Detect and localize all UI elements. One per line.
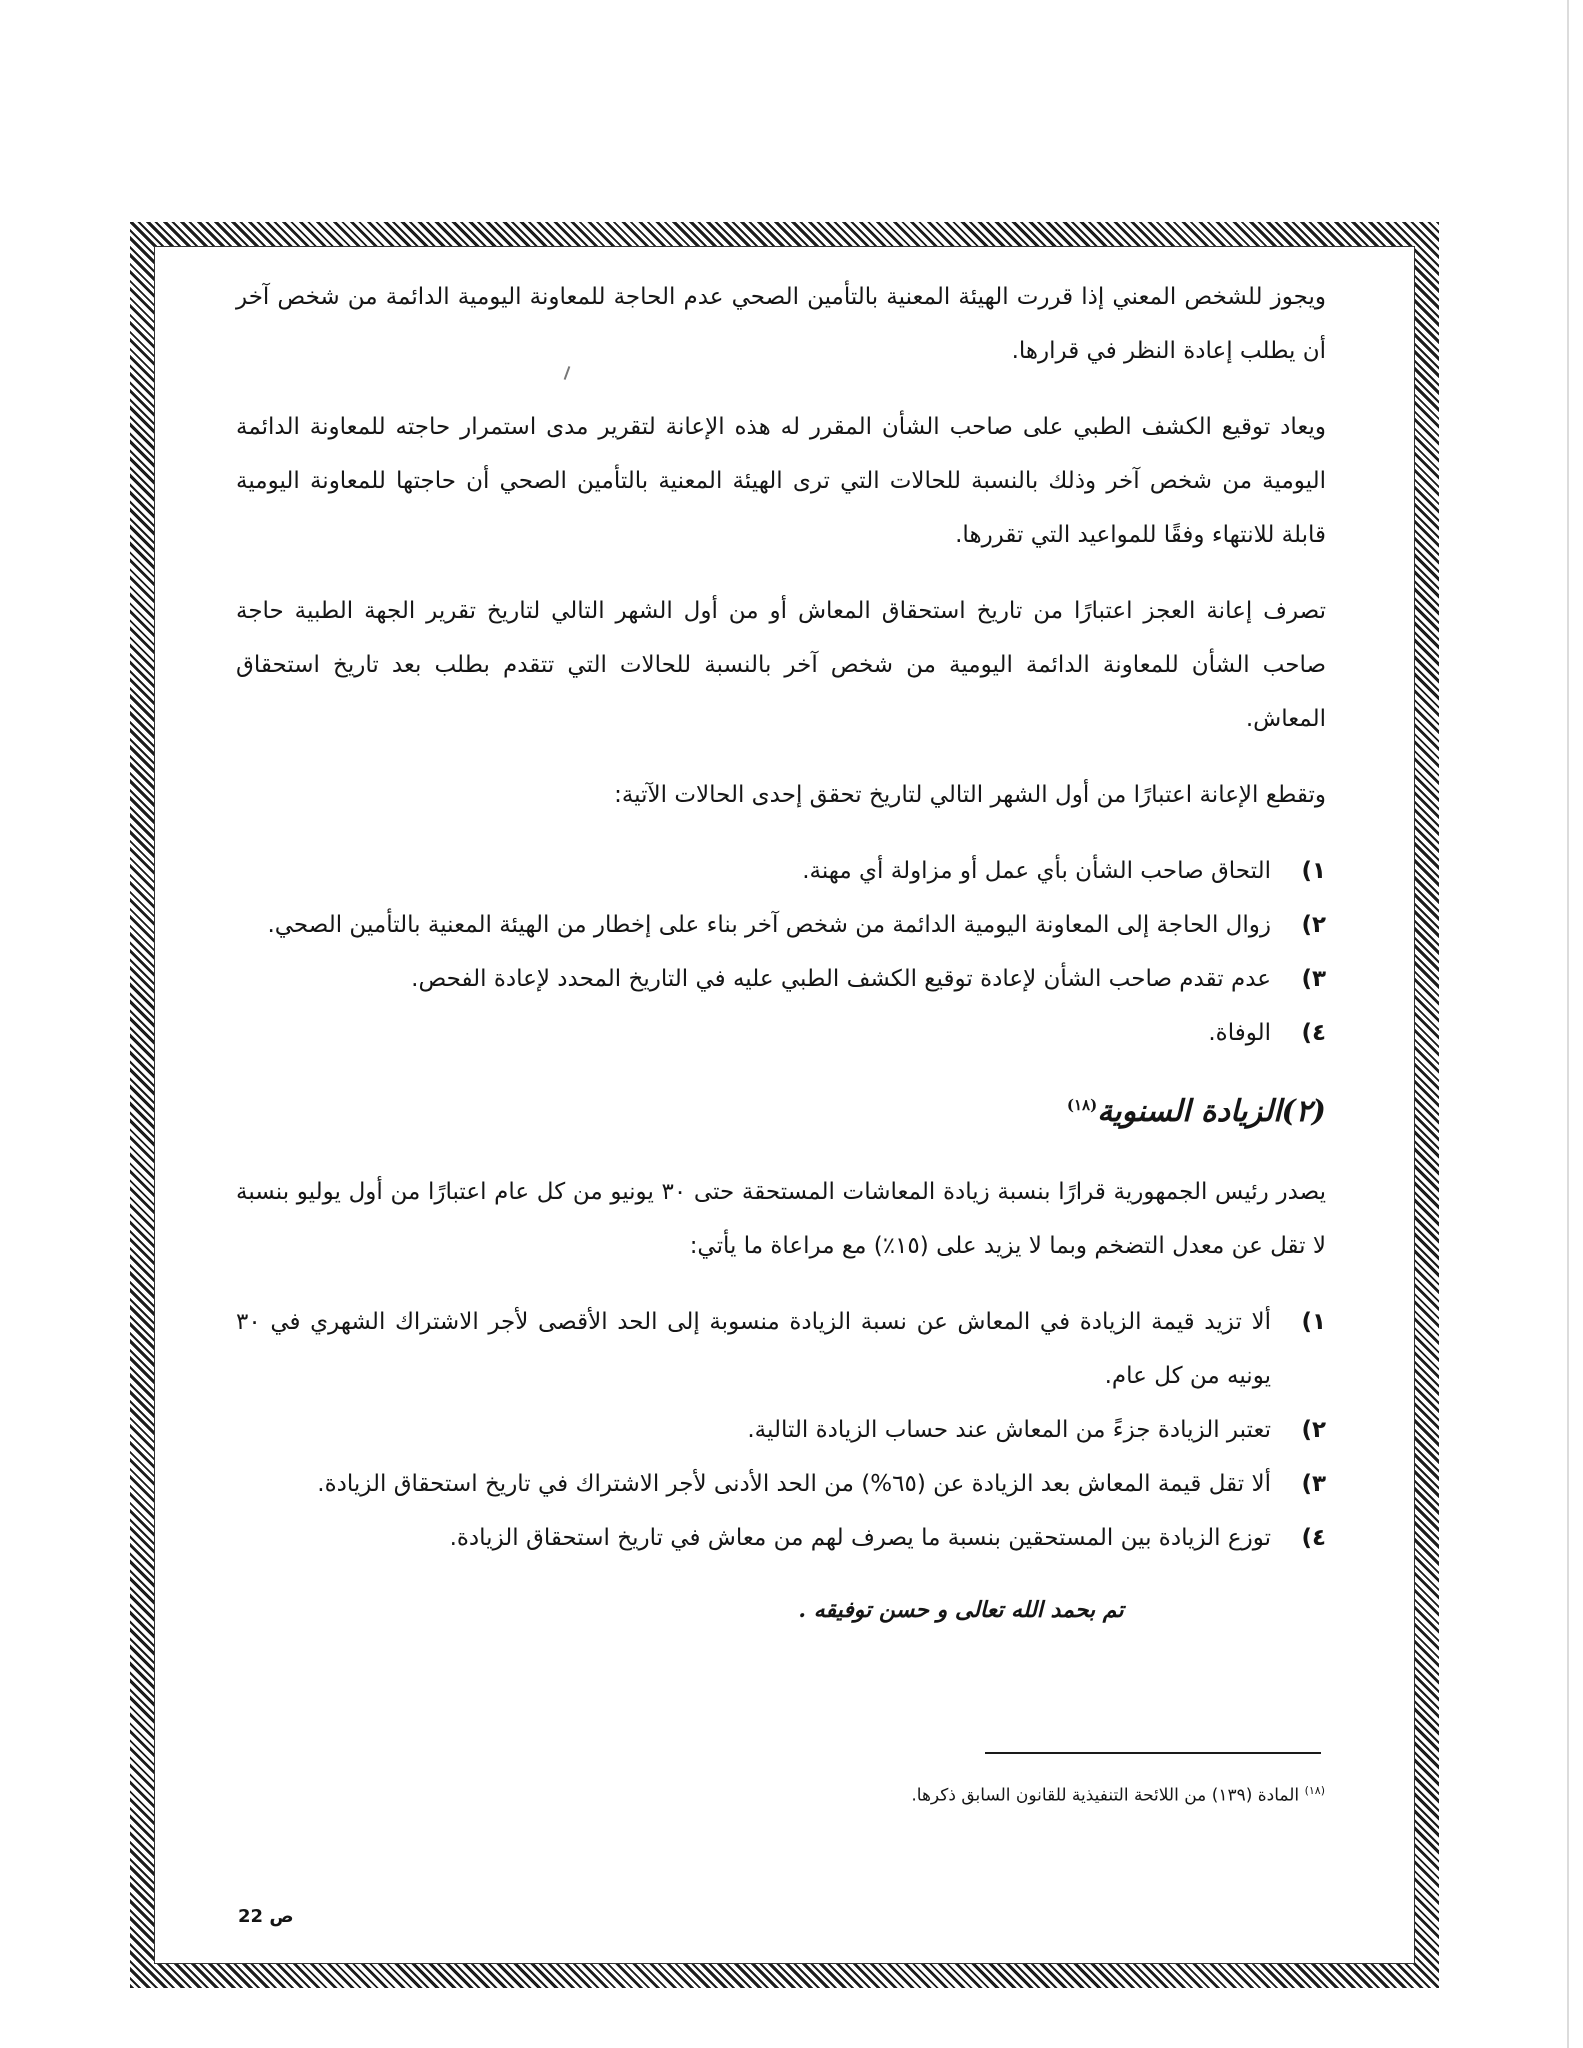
- list-item: ٣) ألا تقل قيمة المعاش بعد الزيادة عن (٦٥%) من الحد الأدنى لأجر الاشتراك في تاريخ استحقاق الزيادة.: [317, 1471, 1326, 1497]
- closing-signature: تم بحمد الله تعالى و حسن توفيقه .: [798, 1597, 1124, 1623]
- list-item: ٤) الوفاة.: [1208, 1020, 1326, 1046]
- scan-edge: [1567, 0, 1569, 2048]
- paragraph-termination: وتقطع الإعانة اعتبارًا من أول الشهر التالي لتاريخ تحقق إحدى الحالات الآتية:: [614, 782, 1326, 808]
- paragraph-review: ويجوز للشخص المعني إذا قررت الهيئة المعنية بالتأمين الصحي عدم الحاجة للمعاونة اليومية الدائمة من شخص آخر أن يطلب إعادة النظر في قرارها.: [236, 284, 1326, 364]
- footnote-text: المادة (١٣٩) من اللائحة التنفيذية للقانون السابق ذكرها.: [911, 1785, 1300, 1806]
- paragraph-reexamination: ويعاد توقيع الكشف الطبي على صاحب الشأن المقرر له هذه الإعانة لتقرير مدى استمرار حاجته للمعاونة الدائمة اليومية من شخص آخر وذلك بالنسبة للحالات التي ترى الهيئة المعنية بالتأمين الصحي أن حاجتها للمعاونة اليومية قابلة للانتهاء وفقًا للمواعيد التي تقررها.: [236, 414, 1326, 548]
- list-item: ٤) توزع الزيادة بين المستحقين بنسبة ما يصرف لهم من معاش في تاريخ استحقاق الزيادة.: [449, 1525, 1326, 1551]
- footnote-divider: [985, 1752, 1321, 1754]
- footnote-ref: (١٨): [1066, 1096, 1098, 1114]
- paragraph-annual-increase: يصدر رئيس الجمهورية قرارًا بنسبة زيادة المعاشات المستحقة حتى ٣٠ يونيو من كل عام اعتبارًا من أول يوليو بنسبة لا تقل عن معدل التضخم وبما لا يزيد على (١٥٪) مع مراعاة ما يأتي:: [236, 1179, 1326, 1259]
- footnote-mark: (١٨): [1304, 1784, 1325, 1797]
- footnote: [425, 1784, 1325, 1806]
- list-item: ٢) زوال الحاجة إلى المعاونة اليومية الدائمة من شخص آخر بناء على إخطار من الهيئة المعنية بالتأمين الصحي.: [267, 912, 1326, 938]
- list-item: ٣) عدم تقدم صاحب الشأن لإعادة توقيع الكشف الطبي عليه في التاريخ المحدد لإعادة الفحص.: [411, 966, 1326, 992]
- increase-rules-list: [236, 1295, 1326, 1565]
- page-number: ص 22: [238, 1906, 294, 1927]
- termination-cases-list: [236, 844, 1326, 1060]
- paragraph-disbursement: تصرف إعانة العجز اعتبارًا من تاريخ استحقاق المعاش أو من أول الشهر التالي لتاريخ تقرير الجهة الطبية حاجة صاحب الشأن للمعاونة الدائمة اليومية من شخص آخر بالنسبة للحالات التي تتقدم بطلب بعد تاريخ استحقاق المعاش.: [236, 598, 1326, 732]
- page-content: [236, 270, 1326, 1637]
- list-item: ٢) تعتبر الزيادة جزءً من المعاش عند حساب الزيادة التالية.: [747, 1417, 1326, 1443]
- section-heading: (٢)الزيادة السنوية$^{(١٨)}$: [1066, 1094, 1326, 1129]
- list-item: ١) التحاق صاحب الشأن بأي عمل أو مزاولة أي مهنة.: [802, 858, 1326, 884]
- list-item: ١) ألا تزيد قيمة الزيادة في المعاش عن نسبة الزيادة منسوبة إلى الحد الأقصى لأجر الاشتراك الشهري في ٣٠ يونيه من كل عام.: [236, 1309, 1326, 1389]
